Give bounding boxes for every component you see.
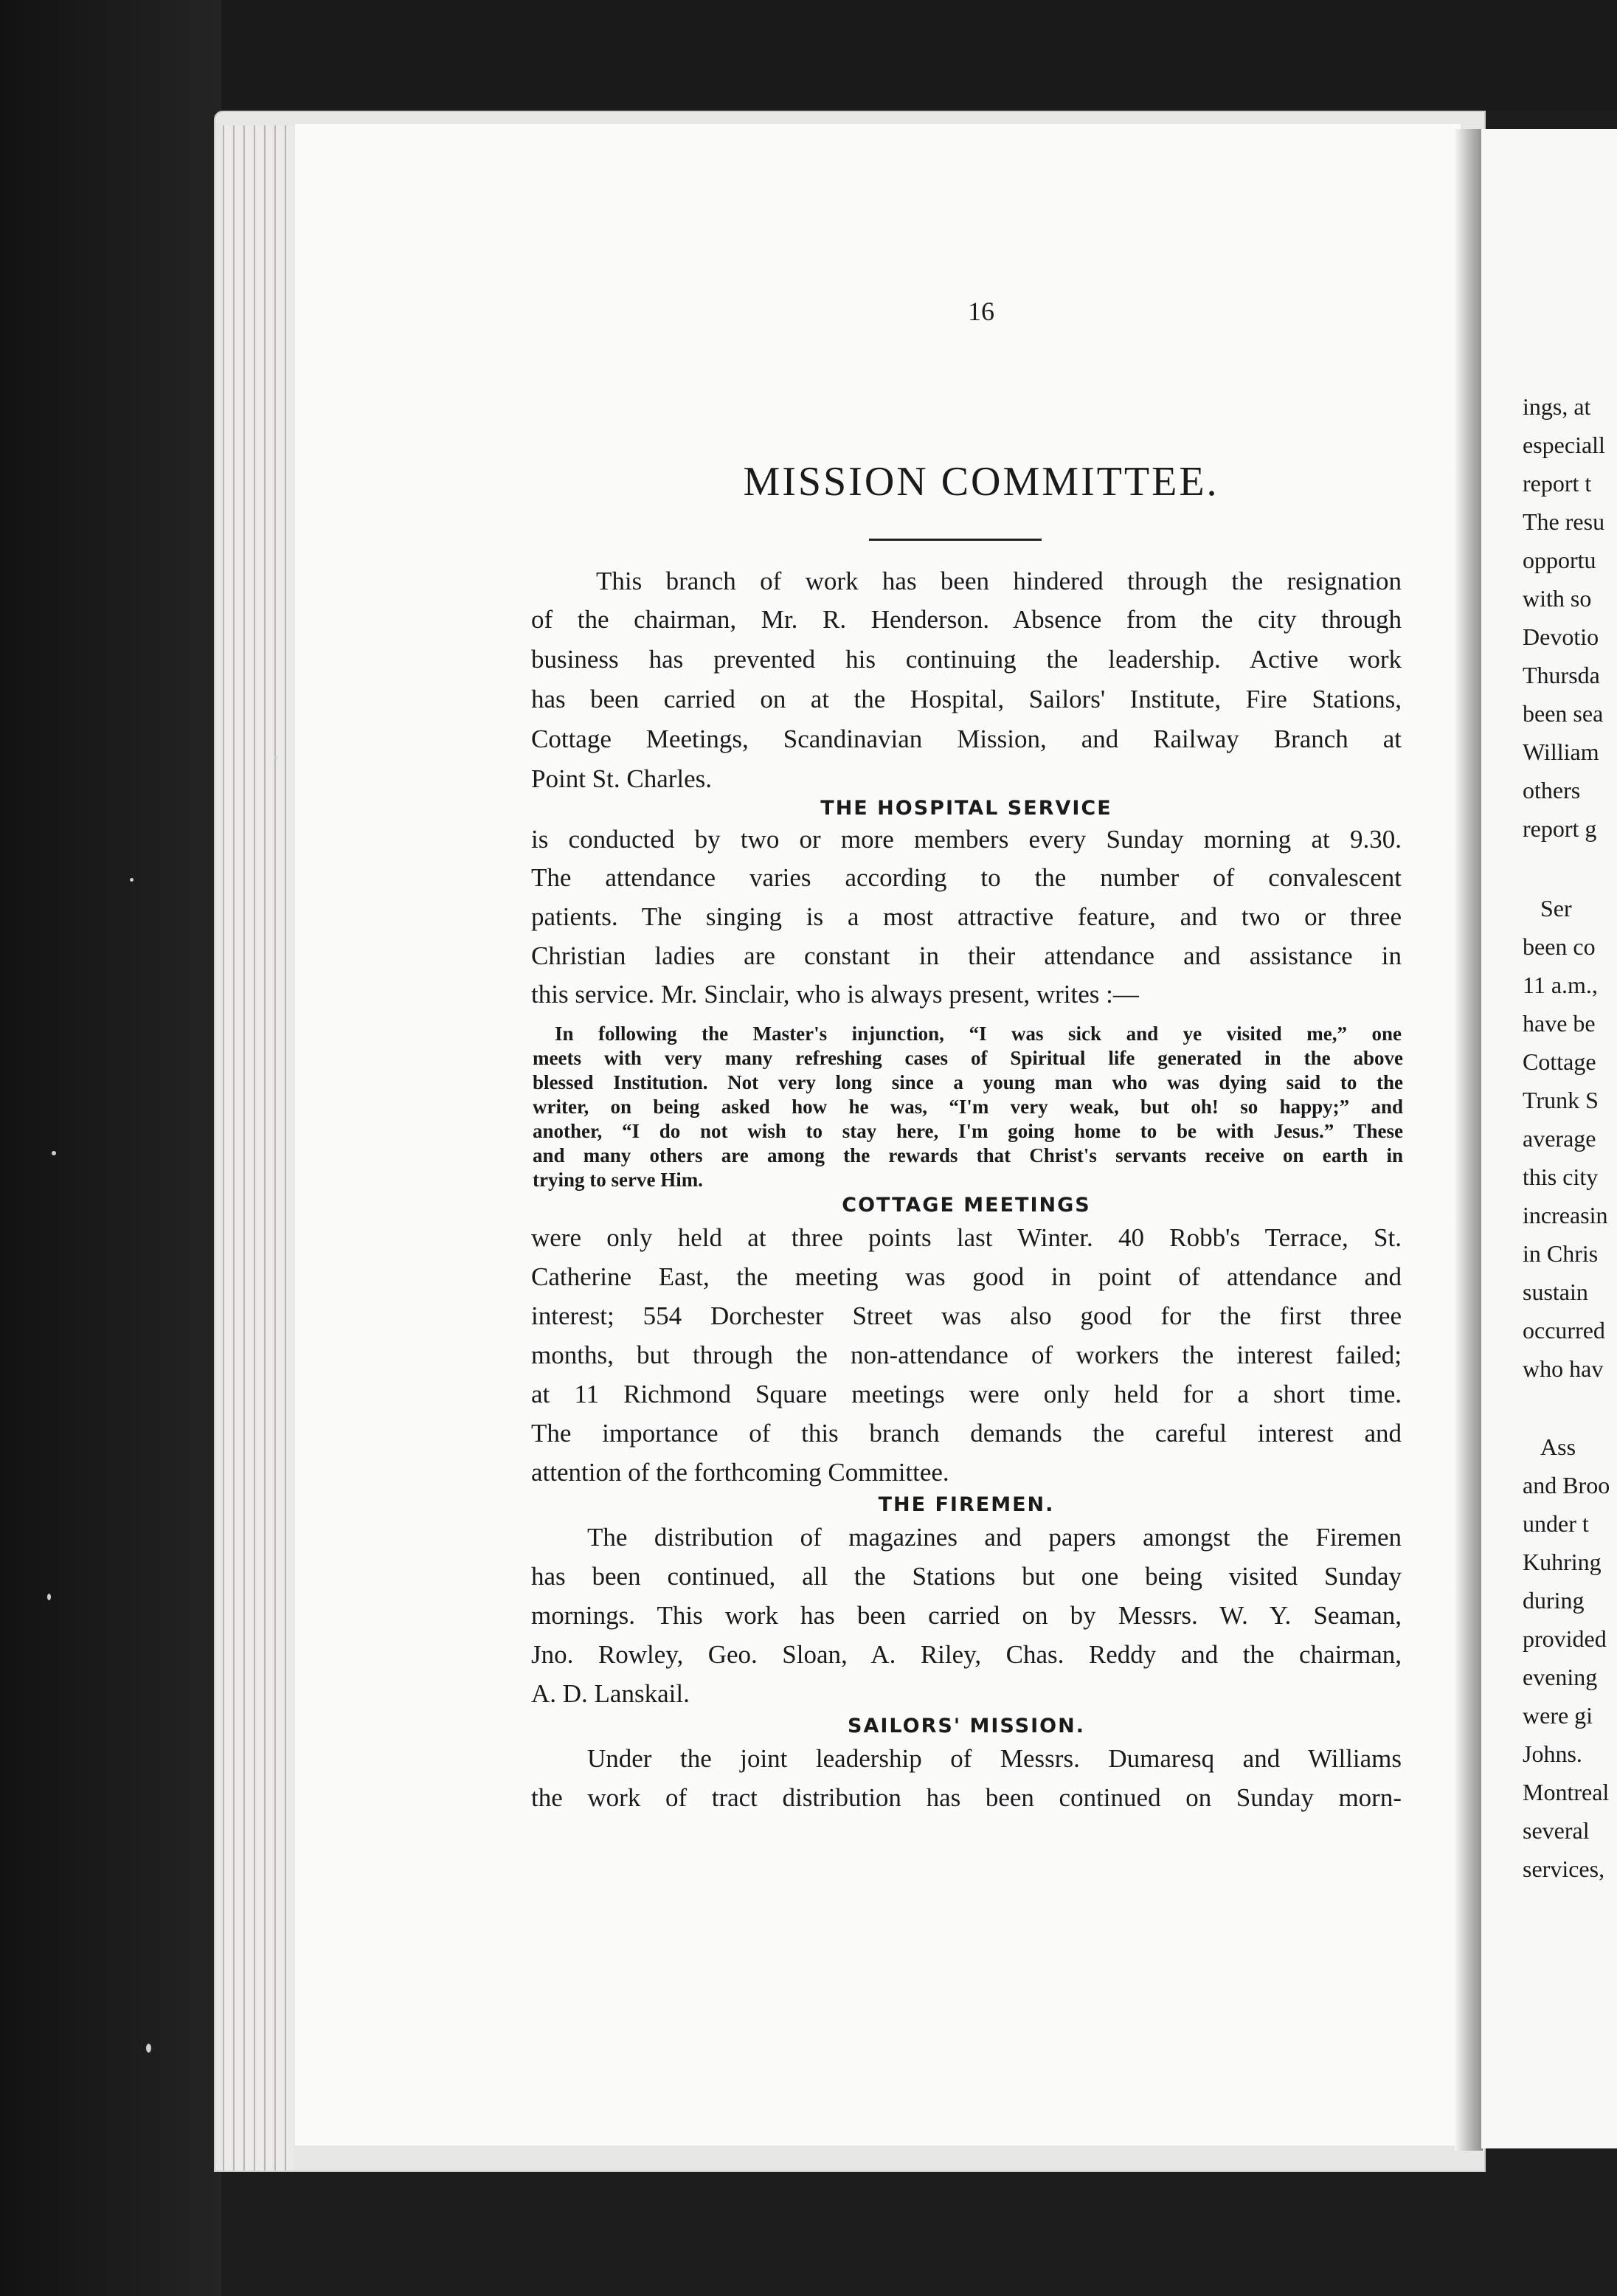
page-title: MISSION COMMITTEE. [743, 459, 1219, 505]
text-line: Cottage Meetings, Scandinavian Mission, and Railway Branch at [531, 726, 1402, 753]
facing-page-line: been sea [1523, 700, 1604, 727]
page-leaf-edge [274, 125, 283, 2171]
text-line: months, but through the non-attendance of workers the interest failed; [531, 1342, 1402, 1369]
dust-speck [146, 2044, 151, 2053]
facing-page-line: opportu [1523, 547, 1596, 573]
facing-page-line: report t [1523, 470, 1592, 497]
text-line: were only held at three points last Winter. 40 Robb's Terrace, St. [531, 1225, 1402, 1252]
quote-line: trying to serve Him. [533, 1169, 703, 1191]
page-leaf-edge [264, 125, 273, 2171]
facing-page-line: during [1523, 1587, 1585, 1614]
text-line: This branch of work has been hindered through the resignation [596, 568, 1402, 595]
facing-page-line: ings, at [1523, 393, 1591, 420]
section-heading-cottage: COTTAGE MEETINGS [842, 1194, 1091, 1217]
page-leaf-edge [233, 125, 242, 2171]
text-line: Jno. Rowley, Geo. Sloan, A. Riley, Chas. Reddy and the chairman, [531, 1642, 1402, 1669]
quote-line: and many others are among the rewards that Christ's servants receive on earth in [533, 1146, 1403, 1166]
dust-speck [47, 1594, 51, 1600]
text-line: of the chairman, Mr. R. Henderson. Absence from the city through [531, 606, 1402, 634]
facing-page-line: William [1523, 739, 1599, 765]
text-line: patients. The singing is a most attractive feature, and two or three [531, 904, 1402, 931]
facing-page-line: Devotio [1523, 623, 1599, 650]
book-gutter [1455, 129, 1483, 2151]
facing-page-line: sustain [1523, 1279, 1588, 1305]
text-line: has been carried on at the Hospital, Sailors' Institute, Fire Stations, [531, 686, 1402, 713]
facing-page-line: Cottage [1523, 1048, 1596, 1075]
facing-page-line: Ass [1540, 1434, 1576, 1460]
text-line: Christian ladies are constant in their attendance and assistance in [531, 943, 1402, 970]
facing-page-line: Kuhring [1523, 1549, 1602, 1575]
text-line: has been continued, all the Stations but one being visited Sunday [531, 1563, 1402, 1591]
facing-page-line: others [1523, 777, 1581, 803]
text-line: The importance of this branch demands the careful interest and [531, 1420, 1402, 1448]
facing-page-line: report g [1523, 815, 1597, 842]
quote-line: meets with very many refreshing cases of Spiritual life generated in the above [533, 1048, 1403, 1069]
dust-speck [52, 1151, 56, 1155]
facing-page-line: 11 a.m., [1523, 972, 1598, 998]
facing-page [1481, 129, 1617, 2148]
section-heading-sailors: SAILORS' MISSION. [848, 1715, 1085, 1737]
facing-page-line: been co [1523, 933, 1596, 960]
title-rule [869, 539, 1042, 541]
text-line: Catherine East, the meeting was good in point of attendance and [531, 1264, 1402, 1291]
facing-page-line: Montreal [1523, 1779, 1610, 1805]
page-leaf-edge [285, 125, 294, 2171]
text-line: The distribution of magazines and papers amongst the Firemen [587, 1524, 1402, 1552]
facing-page-line: Trunk S [1523, 1087, 1599, 1113]
facing-page-line: and Broo [1523, 1472, 1610, 1498]
facing-page-line: were gi [1523, 1702, 1593, 1729]
quote-line: writer, on being asked how he was, “I'm very weak, but oh! so happy;” and [533, 1097, 1403, 1118]
facing-page-line: this city [1523, 1163, 1599, 1190]
scan-background-left [0, 0, 221, 2296]
facing-page-line: under t [1523, 1510, 1589, 1537]
text-line: is conducted by two or more members every Sunday morning at 9.30. [531, 826, 1402, 854]
facing-page-line: have be [1523, 1010, 1596, 1037]
scan-background-top [0, 0, 1617, 111]
facing-page-line: increasin [1523, 1202, 1608, 1228]
facing-page-line: who hav [1523, 1355, 1604, 1382]
facing-page-line: Thursda [1523, 662, 1600, 688]
text-line: A. D. Lanskail. [531, 1679, 690, 1708]
page-number: 16 [968, 297, 994, 326]
facing-page-line: services, [1523, 1856, 1605, 1882]
page-leaf-edge [254, 125, 263, 2171]
text-line: interest; 554 Dorchester Street was also good for the first three [531, 1303, 1402, 1330]
facing-page-line: especiall [1523, 432, 1605, 458]
text-line: at 11 Richmond Square meetings were only held for a short time. [531, 1381, 1402, 1408]
page-leaf-edge [243, 125, 252, 2171]
facing-page-line: provided [1523, 1625, 1607, 1652]
text-line: The attendance varies according to the number of convalescent [531, 865, 1402, 892]
section-heading-firemen: THE FIREMEN. [878, 1493, 1055, 1516]
facing-page-line: Johns. [1523, 1740, 1582, 1767]
text-line: Point St. Charles. [531, 764, 713, 793]
section-heading-hospital: THE HOSPITAL SERVICE [820, 797, 1112, 820]
facing-page-line: several [1523, 1817, 1590, 1844]
dust-speck [130, 878, 134, 882]
quote-line: blessed Institution. Not very long since a young man who was dying said to the [533, 1073, 1403, 1093]
quote-line: In following the Master's injunction, “I was sick and ye visited me,” one [555, 1024, 1402, 1045]
dust-speck [274, 756, 277, 759]
facing-page-line: evening [1523, 1664, 1598, 1690]
text-line: mornings. This work has been carried on by Messrs. W. Y. Seaman, [531, 1602, 1402, 1630]
facing-page-line: occurred [1523, 1317, 1605, 1344]
text-line: this service. Mr. Sinclair, who is always present, writes :— [531, 980, 1139, 1009]
text-line: Under the joint leadership of Messrs. Dumaresq and Williams [587, 1746, 1402, 1773]
facing-page-line: with so [1523, 585, 1592, 612]
page-leaf-edge [223, 125, 232, 2171]
facing-page-line: The resu [1523, 508, 1605, 535]
text-line: the work of tract distribution has been continued on Sunday morn- [531, 1785, 1402, 1812]
facing-page-line: average [1523, 1125, 1596, 1152]
quote-line: another, “I do not wish to stay here, I'm going home to be with Jesus.” These [533, 1121, 1403, 1142]
facing-page-line: in Chris [1523, 1240, 1599, 1267]
facing-page-line: Ser [1540, 895, 1572, 921]
text-line: business has prevented his continuing the leadership. Active work [531, 646, 1402, 674]
text-line: attention of the forthcoming Committee. [531, 1458, 949, 1487]
